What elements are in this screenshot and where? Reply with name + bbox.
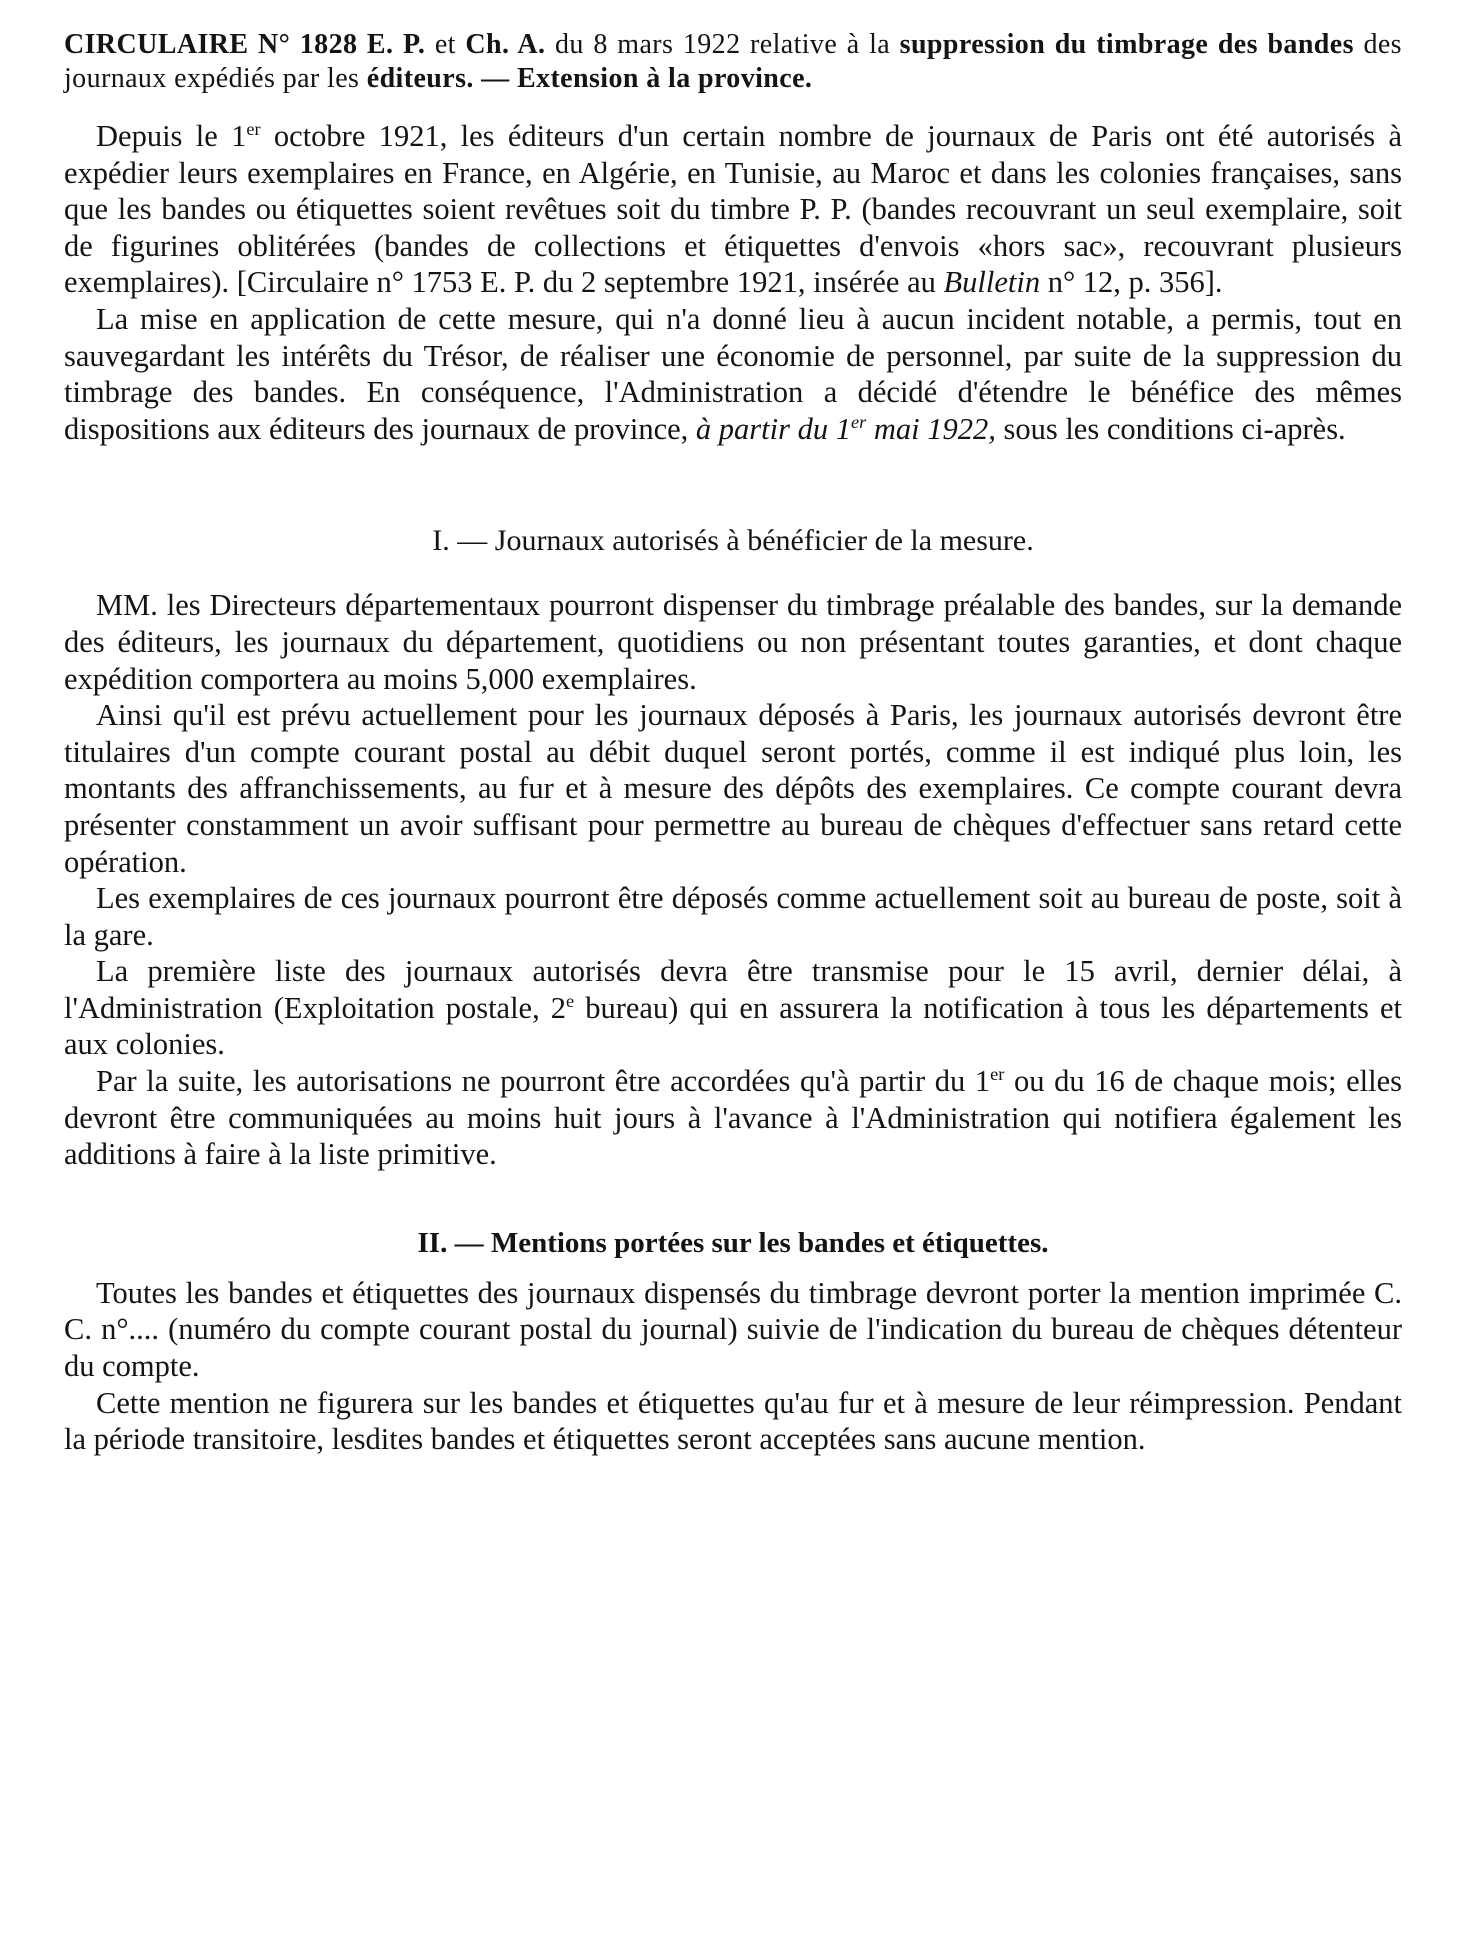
section-1-paragraph: Ainsi qu'il est prévu actuellement pour les journaux déposés à Paris, les journaux autorisés devront être titulaires d'un compte courant postal au débit duquel seront portés, comme il est indiqué plus loin, les montants des affranchissements, au fur et à mesure des dépôts des exemplaires. Ce compte courant devra présenter constamment un avoir suffisant pour permettre au bureau de chèques d'effectuer sans retard cette opération.: [64, 698, 1402, 879]
italic-run: Bulletin: [943, 265, 1041, 300]
section-1-paragraph-5: [64, 1063, 1402, 1173]
title-part: et: [425, 29, 466, 60]
text-run: à partir du 1: [695, 411, 851, 446]
title-part: CIRCULAIRE N° 1828 E. P.: [64, 29, 426, 60]
text-run: mai 1922,: [866, 411, 996, 446]
superscript: er: [990, 1063, 1005, 1084]
text-run: sous les conditions ci-après.: [995, 411, 1346, 446]
title-part: suppression du timbrage des bandes: [899, 29, 1354, 60]
section-heading-2: II. — Mentions portées sur les bandes et étiquettes.: [417, 1226, 1049, 1259]
circular-title: [64, 28, 1402, 96]
section-1-paragraph: MM. les Directeurs départementaux pourront dispenser du timbrage préalable des bandes, sur la demande des éditeurs, les journaux du département, quotidiens ou non présentant toutes garanties, et dont chaque expédition comportera au moins 5,000 exemplaires.: [64, 588, 1402, 696]
section-2-paragraph: Cette mention ne figurera sur les bandes et étiquettes qu'au fur et à mesure de leur réimpression. Pendant la période transitoire, lesdites bandes et étiquettes seront acceptées sans aucune mention.: [64, 1385, 1402, 1457]
text-run: ou du 16 de chaque mois; elles devront être communiquées au moins huit jours à l'avance à l'Administration qui notifiera également les additions à faire à la liste primitive.: [64, 1064, 1402, 1172]
section-heading-1: I. — Journaux autorisés à bénéficier de la mesure.: [432, 524, 1034, 558]
intro-paragraph-2: [64, 301, 1402, 447]
superscript: er: [246, 118, 261, 139]
superscript: er: [850, 411, 867, 432]
italic-run: [696, 412, 996, 446]
section-1-paragraph: Les exemplaires de ces journaux pourront être déposés comme actuellement soit au bureau de poste, soit à la gare.: [64, 881, 1402, 952]
section-2-paragraph: Toutes les bandes et étiquettes des journaux dispensés du timbrage devront porter la mention imprimée C. C. n°.... (numéro du compte courant postal du journal) suivie de l'indication du bureau de chèques détenteur du compte.: [64, 1275, 1402, 1384]
superscript: e: [566, 990, 575, 1011]
text-run: La mise en application de cette mesure, qui n'a donné lieu à aucun incident notable, a permis, tout en sauvegardant les intérêts du Trésor, de réaliser une économie de personnel, par suite de la suppression du timbrage des bandes. En conséquence, l'Administration a décidé d'étendre le bénéfice des mêmes dispositions aux éditeurs des journaux de province,: [64, 301, 1402, 446]
title-part: du 8 mars 1922 relative à la: [545, 29, 900, 60]
title-part: des journaux expédiés par les: [64, 29, 1402, 94]
title-part: Ch. A.: [465, 29, 546, 60]
text-run: n° 12, p. 356].: [1040, 265, 1223, 300]
title-part: éditeurs. — Extension à la province.: [366, 63, 813, 94]
section-1-paragraph-4: [64, 953, 1402, 1063]
text-run: La première liste des journaux autorisés devra être transmise pour le 15 avril, dernier délai, à l'Administration (Exploitation postale, 2: [64, 954, 1402, 1025]
intro-paragraph-1: [64, 118, 1402, 301]
text-run: Depuis le 1: [96, 119, 247, 153]
text-run: Par la suite, les autorisations ne pourront être accordées qu'à partir du 1: [96, 1064, 991, 1099]
text-run: octobre 1921, les éditeurs d'un certain nombre de journaux de Paris ont été autorisés à expédier leurs exemplaires en France, en Algérie, en Tunisie, au Maroc et dans les colonies françaises, sans que les bandes ou étiquettes soient revêtues soit du timbre P. P. (bandes recouvrant un seul exemplaire, soit de figurines oblitérées (bandes de collections et étiquettes d'envois «hors sac», recouvrant plusieurs exemplaires). [Circulaire n° 1753 E. P. du 2 septembre 1921, insérée au: [64, 119, 1402, 300]
text-run: bureau) qui en assurera la notification à tous les départements et aux colonies.: [64, 990, 1402, 1062]
